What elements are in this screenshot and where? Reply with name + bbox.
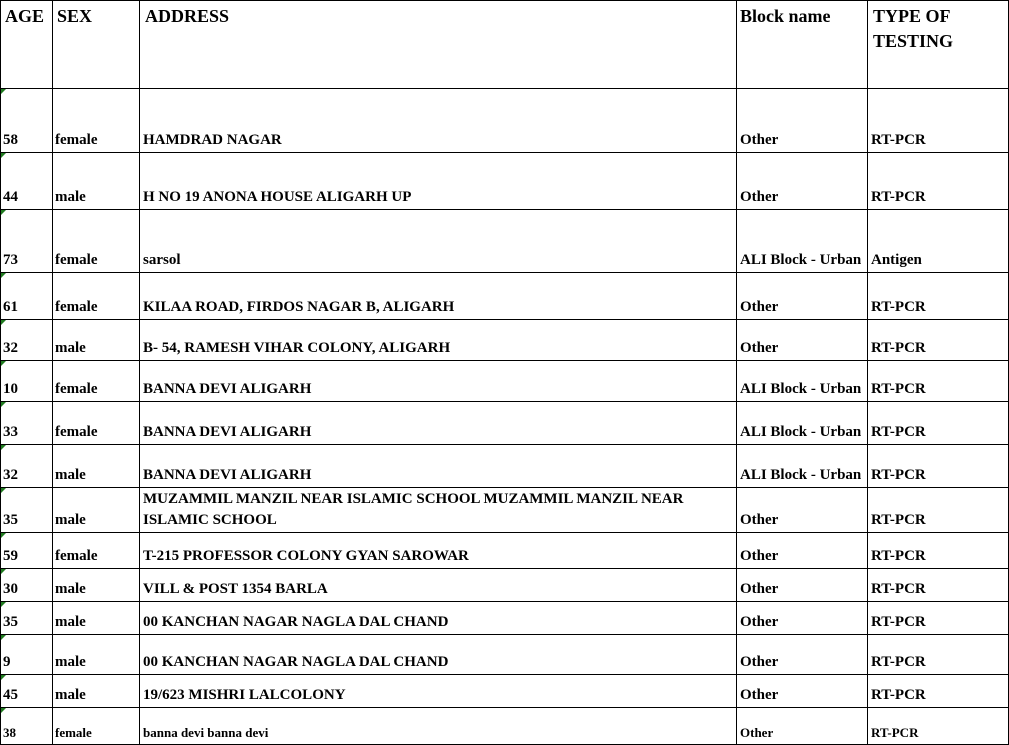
column-divider (139, 0, 140, 745)
cell-age: 33 (3, 424, 18, 440)
header-row (0, 0, 1009, 89)
table-row (0, 488, 1009, 533)
table-row (0, 320, 1009, 361)
cell-age: 38 (3, 725, 16, 740)
table-row (0, 569, 1009, 602)
column-divider (52, 0, 53, 745)
cell-block-name: ALI Block - Urban (740, 424, 862, 440)
cell-address: BANNA DEVI ALIGARH (143, 381, 312, 397)
cell-sex: female (55, 424, 98, 440)
cell-age: 10 (3, 381, 18, 397)
cell-age: 30 (3, 581, 18, 597)
header-address: ADDRESS (145, 6, 230, 26)
cell-sex: female (55, 381, 98, 397)
table-row (0, 89, 1009, 153)
cell-address: BANNA DEVI ALIGARH (143, 467, 312, 483)
cell-age: 44 (3, 189, 18, 205)
cell-block-name: Other (740, 340, 779, 356)
cell-age: 58 (3, 132, 18, 148)
cell-block-name: Other (740, 548, 779, 564)
cell-block-name: Other (740, 132, 779, 148)
cell-block-name: ALI Block - Urban (740, 467, 862, 483)
table-row (0, 361, 1009, 402)
cell-age: 61 (3, 299, 18, 315)
cell-block-name: Other (740, 512, 779, 528)
cell-type-of-testing: RT-PCR (871, 548, 926, 564)
table-row (0, 445, 1009, 488)
cell-address: 00 KANCHAN NAGAR NAGLA DAL CHAND (143, 654, 449, 670)
table-row (0, 675, 1009, 708)
cell-sex: male (55, 614, 86, 630)
table-row (0, 402, 1009, 445)
cell-age: 32 (3, 467, 18, 483)
cell-address: 19/623 MISHRI LALCOLONY (143, 687, 346, 703)
cell-block-name: ALI Block - Urban (740, 252, 862, 268)
cell-sex: male (55, 581, 86, 597)
cell-address: T-215 PROFESSOR COLONY GYAN SAROWAR (143, 548, 469, 564)
cell-address: KILAA ROAD, FIRDOS NAGAR B, ALIGARH (143, 299, 455, 315)
column-divider (736, 0, 737, 745)
column-divider (0, 0, 1, 745)
cell-type-of-testing: RT-PCR (871, 132, 926, 148)
cell-type-of-testing: RT-PCR (871, 687, 926, 703)
cell-sex: male (55, 467, 86, 483)
table-row (0, 602, 1009, 635)
cell-block-name: ALI Block - Urban (740, 381, 862, 397)
cell-address: 00 KANCHAN NAGAR NAGLA DAL CHAND (143, 614, 449, 630)
table-row (0, 635, 1009, 675)
cell-block-name: Other (740, 654, 779, 670)
header-sex: SEX (57, 6, 93, 26)
cell-block-name: Other (740, 581, 779, 597)
header-block-name: Block name (740, 6, 831, 26)
cell-block-name: Other (740, 725, 774, 740)
cell-age: 59 (3, 548, 18, 564)
cell-type-of-testing: RT-PCR (871, 299, 926, 315)
header-type-of-testing: TYPE OF TESTING (873, 6, 954, 51)
cell-age: 35 (3, 614, 18, 630)
table-row (0, 210, 1009, 273)
table-row (0, 708, 1009, 745)
cell-address: BANNA DEVI ALIGARH (143, 424, 312, 440)
cell-age: 35 (3, 512, 18, 528)
cell-age: 32 (3, 340, 18, 356)
cell-sex: female (55, 725, 92, 740)
table-row (0, 273, 1009, 320)
cell-address: H NO 19 ANONA HOUSE ALIGARH UP (143, 189, 412, 205)
cell-age: 45 (3, 687, 18, 703)
cell-sex: female (55, 548, 98, 564)
cell-type-of-testing: RT-PCR (871, 512, 926, 528)
cell-sex: male (55, 654, 86, 670)
cell-address: B- 54, RAMESH VIHAR COLONY, ALIGARH (143, 340, 451, 356)
cell-age: 9 (3, 654, 11, 670)
table-row (0, 153, 1009, 210)
cell-address: sarsol (143, 252, 181, 268)
cell-sex: female (55, 132, 98, 148)
cell-block-name: Other (740, 189, 779, 205)
cell-age: 73 (3, 252, 18, 268)
table-row (0, 533, 1009, 569)
header-age: AGE (5, 6, 45, 26)
cell-address: HAMDRAD NAGAR (143, 132, 282, 148)
cell-sex: male (55, 687, 86, 703)
cell-type-of-testing: RT-PCR (871, 654, 926, 670)
cell-sex: female (55, 252, 98, 268)
cell-sex: female (55, 299, 98, 315)
cell-type-of-testing: RT-PCR (871, 581, 926, 597)
cell-type-of-testing: RT-PCR (871, 424, 926, 440)
cell-block-name: Other (740, 299, 779, 315)
cell-type-of-testing: Antigen (871, 252, 922, 268)
cell-type-of-testing: RT-PCR (871, 189, 926, 205)
cell-sex: male (55, 189, 86, 205)
cell-type-of-testing: RT-PCR (871, 467, 926, 483)
cell-type-of-testing: RT-PCR (871, 614, 926, 630)
column-divider (867, 0, 868, 745)
cell-type-of-testing: RT-PCR (871, 381, 926, 397)
cell-address: VILL & POST 1354 BARLA (143, 581, 328, 597)
cell-block-name: Other (740, 614, 779, 630)
cell-address: MUZAMMIL MANZIL NEAR ISLAMIC SCHOOL MUZAMMIL MANZIL NEAR ISLAMIC SCHOOL (143, 491, 684, 528)
cell-sex: male (55, 340, 86, 356)
cell-address: banna devi banna devi (143, 725, 269, 740)
cell-type-of-testing: RT-PCR (871, 725, 919, 740)
cell-block-name: Other (740, 687, 779, 703)
cell-type-of-testing: RT-PCR (871, 340, 926, 356)
cell-sex: male (55, 512, 86, 528)
